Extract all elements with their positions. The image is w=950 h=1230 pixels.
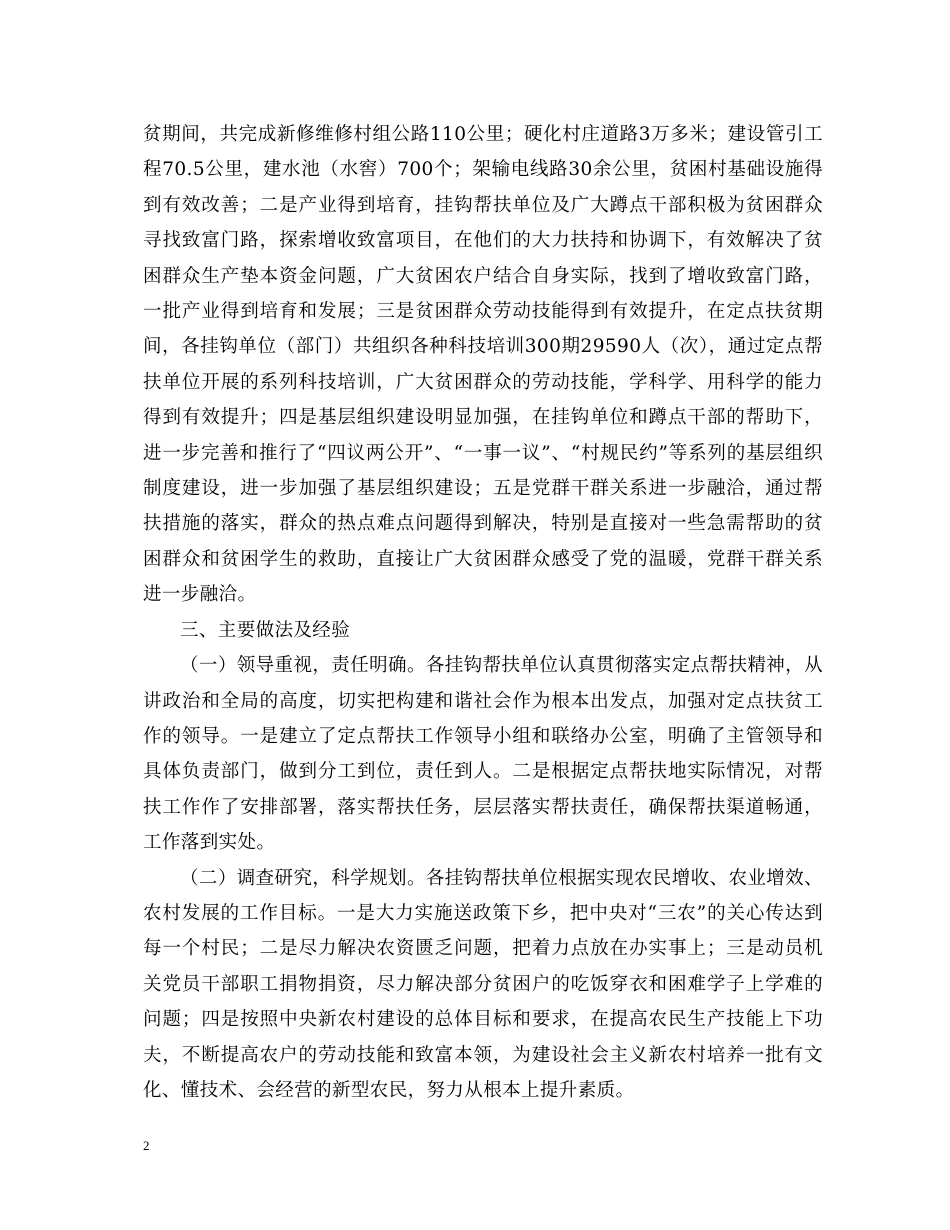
section-heading-main-practices: 三、主要做法及经验 xyxy=(180,619,351,641)
paragraph-achievements-continued: 贫期间，共完成新修维修村组公路110公里；硬化村庄道路3万多米；建设管引工程70.5公里，建水池（水窖）700个；架输电线路30余公里，贫困村基础设施得到有效改善；二是产业得到培育，挂钩帮扶单位及广大蹲点干部积极为贫困群众寻找致富门路，探索增收致富项目，在他们的大力扶持和协调下，有效解决了贫困群众生产垫本资金问题，广大贫困农户结合自身实际，找到了增收致富门路，一批产业得到培育和发展；三是贫困群众劳动技能得到有效提升，在定点扶贫期间，各挂钩单位（部门）共组织各种科技培训300期29590人（次），通过定点帮扶单位开展的系列科技培训，广大贫困群众的劳动技能，学科学、用科学的能力得到有效提升；四是基层组织建设明显加强，在挂钩单位和蹲点干部的帮助下，进一步完善和推行了“四议两公开”、“一事一议”、“村规民约”等系列的基层组织制度建设，进一步加强了基层组织建设；五是党群干群关系进一步融洽，通过帮扶措施的落实，群众的热点难点问题得到解决，特别是直接对一些急需帮助的贫困群众和贫困学生的救助，直接让广大贫困群众感受了党的温暖，党群干群关系进一步融洽。 xyxy=(143,124,823,606)
page-number: 2 xyxy=(143,1138,150,1153)
document-body xyxy=(143,117,823,1108)
paragraph-leadership: （一）领导重视，责任明确。各挂钩帮扶单位认真贯彻落实定点帮扶精神，从讲政治和全局的高度，切实把构建和谐社会作为根本出发点，加强对定点扶贫工作的领导。一是建立了定点帮扶工作领导小组和联络办公室，明确了主管领导和具体负责部门，做到分工到位，责任到人。二是根据定点帮扶地实际情况，对帮扶工作作了安排部署，落实帮扶任务，层层落实帮扶责任，确保帮扶渠道畅通，工作落到实处。 xyxy=(143,655,823,854)
paragraph-research-planning: （二）调查研究，科学规划。各挂钩帮扶单位根据实现农民增收、农业增效、农村发展的工作目标。一是大力实施送政策下乡，把中央对“三农”的关心传达到每一个村民；二是尽力解决农资匮乏问题，把着力点放在办实事上；三是动员机关党员干部职工捐物捐资，尽力解决部分贫困户的吃饭穿衣和困难学子上学难的问题；四是按照中央新农村建设的总体目标和要求，在提高农民生产技能上下功夫，不断提高农户的劳动技能和致富本领，为建设社会主义新农村培养一批有文化、懂技术、会经营的新型农民，努力从根本上提升素质。 xyxy=(143,867,823,1101)
